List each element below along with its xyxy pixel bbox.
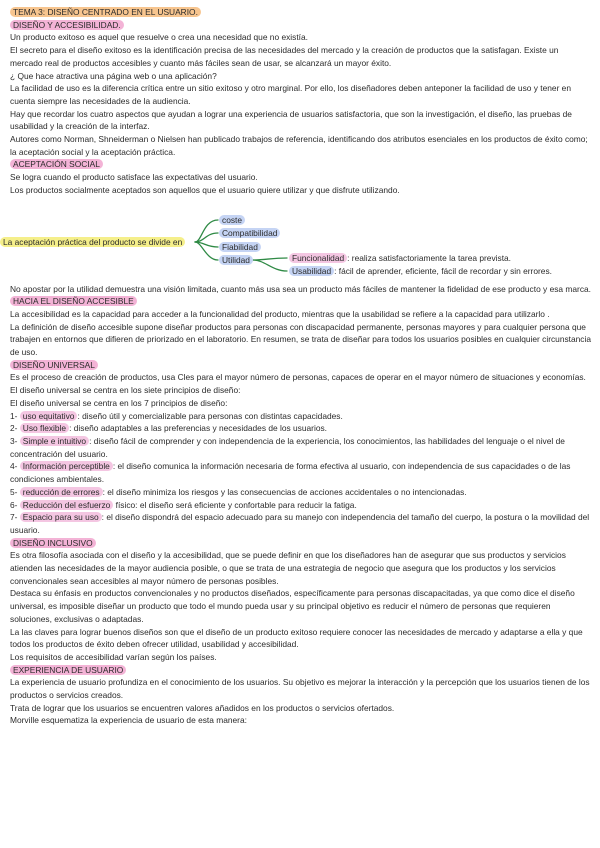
- paragraph: Se logra cuando el producto satisface las expectativas del usuario.: [10, 172, 258, 183]
- branch-utilidad: Utilidad: [219, 255, 253, 265]
- paragraph: ¿ Que hace atractiva una página web o una aplicación?: [10, 70, 217, 81]
- connector-funcionalidad: [253, 258, 287, 260]
- paragraph: La facilidad de uso es la diferencia crítica entre un sitio exitoso y otro marginal. Por ello, los diseñadores deben anteponer la facilidad de uso y tener en cuenta siempre las necesidades de la audiencia.: [10, 83, 571, 106]
- principle-label: uso equitativo: [20, 411, 78, 421]
- connector-coste: [195, 220, 218, 242]
- paragraph: La experiencia de usuario profundiza en el conocimiento de los usuarios. Su objetivo es mejorar la interacción y la percepción que los usuarios tienen de los productos o servicios creados.: [10, 677, 590, 701]
- paragraph: Es otra filosofía asociada con el diseño y la accesibilidad, que se puede definir en que los diseñadores han de asegurar que sus productos y servicios atienden las necesidades de la mayor audiencia posible, o que se trata de una estrategia de negocio que asegura que los productos y los servicios convencionales sean accesibles al mayor número de personas posibles.: [10, 550, 566, 586]
- sub-usabilidad-text: : fácil de aprender, eficiente, fácil de recordar y sin errores.: [334, 265, 552, 276]
- principle-item: 1- uso equitativo : diseño útil y comercializable para personas con distintas capacidades.: [10, 410, 343, 421]
- principle-item: 3- Simple e intuitivo : diseño fácil de comprender y con independencia de la experiencia, los conocimientos, las habilidades del lenguaje o el nivel de concentración del usuario.: [10, 435, 565, 459]
- paragraph: La definición de diseño accesible supone diseñar productos para personas con discapacidad permanente, personas mayores y para cualquier persona que trabajen en entornos que difieren de priorizado en el laboratorio. En resumen, se trata de diseñar para todos los usuarios posibles en cualquier circunstancia de uso.: [10, 321, 592, 358]
- principle-label: Simple e intuitivo: [20, 436, 89, 446]
- sub-funcionalidad-label: Funcionalidad: [289, 253, 347, 263]
- principle-label: Espacio para su uso: [20, 512, 102, 522]
- doc-title: TEMA 3: DISEÑO CENTRADO EN EL USUARIO.: [10, 7, 201, 17]
- principle-label: reducción de errores: [20, 487, 103, 497]
- principle-label: Información perceptible: [20, 461, 113, 471]
- paragraph: Morville esquematiza la experiencia de usuario de esta manera:: [10, 715, 247, 726]
- branch-fiabilidad: Fiabilidad: [219, 242, 261, 252]
- heading-diseno-universal: DISEÑO UNIVERSAL: [10, 360, 98, 370]
- document-page: [3, 6, 592, 727]
- sub-usabilidad-label: Usabilidad: [289, 266, 334, 276]
- paragraph: Es el proceso de creación de productos, usa Cles para el mayor número de personas, capaces de operar en el mayor número de situaciones y economías.: [10, 372, 586, 383]
- paragraph: El diseño universal se centra en los siete principios de diseño:: [10, 385, 241, 396]
- paragraph: No apostar por la utilidad demuestra una visión limitada, cuanto más usa sea un producto más fáciles de mantener la fidelidad de ese producto y esa marca.: [10, 283, 591, 294]
- heading-diseno-inclusivo: DISEÑO INCLUSIVO: [10, 538, 96, 548]
- sub-funcionalidad-text: : realiza satisfactoriamente la tarea prevista.: [347, 252, 512, 263]
- heading-experiencia-usuario: EXPERIENCIA DE USUARIO: [10, 665, 126, 675]
- principle-item: 4- Información perceptible : el diseño comunica la información necesaria de forma efectiva al usuario, con independencia de sus capacidades o de las condiciones ambientales.: [10, 461, 571, 485]
- principle-item: 6- Reducción del esfuerzo físico: el diseño será eficiente y confortable para reducir la fatiga.: [10, 499, 357, 510]
- principle-item: 7- Espacio para su uso : el diseño dispondrá del espacio adecuado para su manejo con independencia del tamaño del cuerpo, la postura o la movilidad del usuario.: [10, 512, 590, 535]
- paragraph: La accesibilidad es la capacidad para acceder a la funcionalidad del producto, mientras que la usabilidad se refiere a la capacidad para utilizarlo .: [10, 308, 550, 319]
- heading-aceptacion-social: ACEPTACIÓN SOCIAL: [10, 159, 103, 169]
- heading-diseno-accesible: HACIA EL DISEÑO ACCESIBLE: [10, 296, 137, 306]
- paragraph: El secreto para el diseño exitoso es la identificación precisa de las necesidades del mercado y la creación de productos que la satisfagan. Existe un mercado real de productos accesibles y cuanto más fáciles sean de usar, se alcanzará un mayor éxito.: [10, 45, 559, 68]
- mind-map-aceptacion-practica: [0, 213, 592, 275]
- mind-map-root: La aceptación práctica del producto se divide en: [0, 237, 185, 247]
- paragraph: Destaca su énfasis en productos convencionales y no productos diseñados, específicamente para personas discapacitadas, ya que como dice el diseño universal, es imposible diseñar un producto que todo el mundo pueda usar y su principal objetivo es reducir el número de personas que requieren soluciones, exclusivas o adaptadas.: [10, 588, 575, 624]
- connector-compatibilidad: [195, 233, 218, 242]
- connector-usabilidad: [253, 260, 287, 271]
- paragraph: Un producto exitoso es aquel que resuelve o crea una necesidad que no existía.: [10, 32, 308, 43]
- principle-label: Reducción del esfuerzo: [20, 500, 114, 510]
- principle-item: 5- reducción de errores : el diseño minimiza los riesgos y las consecuencias de acciones accidentales o no intencionadas.: [10, 486, 467, 497]
- paragraph: Los productos socialmente aceptados son aquellos que el usuario quiere utilizar y que disfrute utilizando.: [10, 184, 400, 195]
- principle-label: Uso flexible: [20, 423, 69, 433]
- paragraph: Hay que recordar los cuatro aspectos que ayudan a lograr una experiencia de usuarios satisfactoria, que son la investigación, el diseño, las pruebas de usabilidad y la creación de la interfaz.: [10, 108, 572, 132]
- principle-item: 2- Uso flexible : diseño adaptables a las preferencias y necesidades de los usuarios.: [10, 423, 328, 434]
- heading-diseno-accesibilidad: DISEÑO Y ACCESIBILIDAD.: [10, 20, 124, 30]
- branch-coste: coste: [219, 215, 245, 225]
- paragraph: La las claves para lograr buenos diseños son que el diseño de un producto exitoso requiere conocer las necesidades de mercado y adaptarse a ella y que todos los productos de éxito deben ofrecer utilidad, usabilidad y accesibilidad.: [10, 626, 583, 650]
- paragraph: El diseño universal se centra en los 7 principios de diseño:: [10, 397, 228, 408]
- paragraph: Autores como Norman, Shneiderman o Nielsen han publicado trabajos de referencia, identificando dos atributos esenciales en los productos de éxito como; la aceptación social y la aceptación práctica.: [10, 134, 588, 157]
- paragraph: Los requisitos de accesibilidad varían según los países.: [10, 651, 217, 662]
- branch-compatibilidad: Compatibilidad: [219, 228, 280, 238]
- paragraph: Trata de lograr que los usuarios se encuentren valores añadidos en los productos o servicios ofertados.: [10, 702, 395, 713]
